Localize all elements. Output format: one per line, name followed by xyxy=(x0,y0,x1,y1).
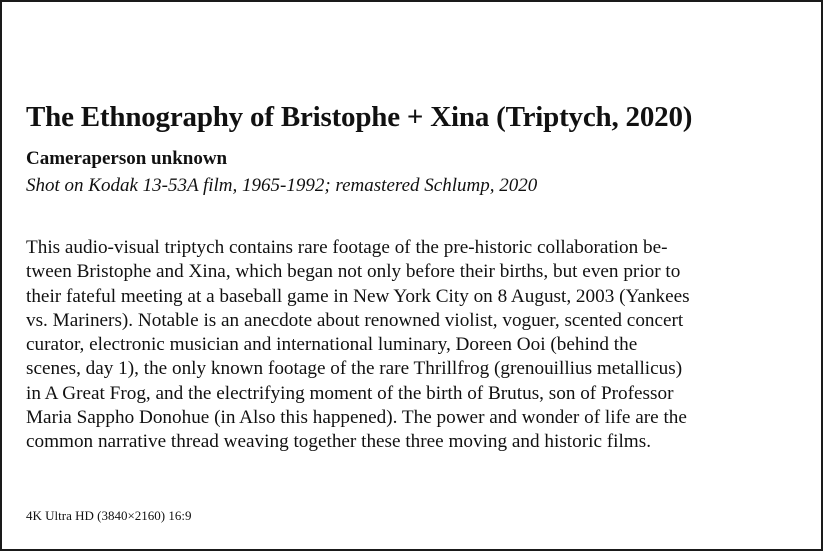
description-line: tween Bristophe and Xina, which began not only before their births, but even prior to xyxy=(26,261,681,283)
format-spec: 4K Ultra HD (3840×2160) 16:9 xyxy=(26,508,192,523)
description xyxy=(26,236,816,455)
description-line: This audio-visual triptych contains rare footage of the pre-historic collaboration be- xyxy=(26,237,668,258)
description-line: their fateful meeting at a baseball game in New York City on 8 August, 2003 (Yankees xyxy=(26,285,690,307)
description-line: in A Great Frog, and the electrifying moment of the birth of Brutus, son of Professor xyxy=(26,382,674,404)
work-title: The Ethnography of Bristophe + Xina (Triptych, 2020) xyxy=(26,101,693,133)
description-line: curator, electronic musician and international luminary, Doreen Ooi (behind the xyxy=(26,334,638,356)
description-line: common narrative thread weaving together these three moving and historic films. xyxy=(26,431,651,453)
description-line: scenes, day 1), the only known footage of the rare Thrillfrog (grenouillius metallicus) xyxy=(26,358,683,380)
film-details: Shot on Kodak 13-53A film, 1965-1992; remastered Schlump, 2020 xyxy=(26,175,538,196)
description-line: Maria Sappho Donohue (in Also this happened). The power and wonder of life are the xyxy=(26,407,687,429)
credit-line: Cameraperson unknown xyxy=(26,148,228,169)
description-line: vs. Mariners). Notable is an anecdote about renowned violist, voguer, scented concert xyxy=(26,309,684,331)
